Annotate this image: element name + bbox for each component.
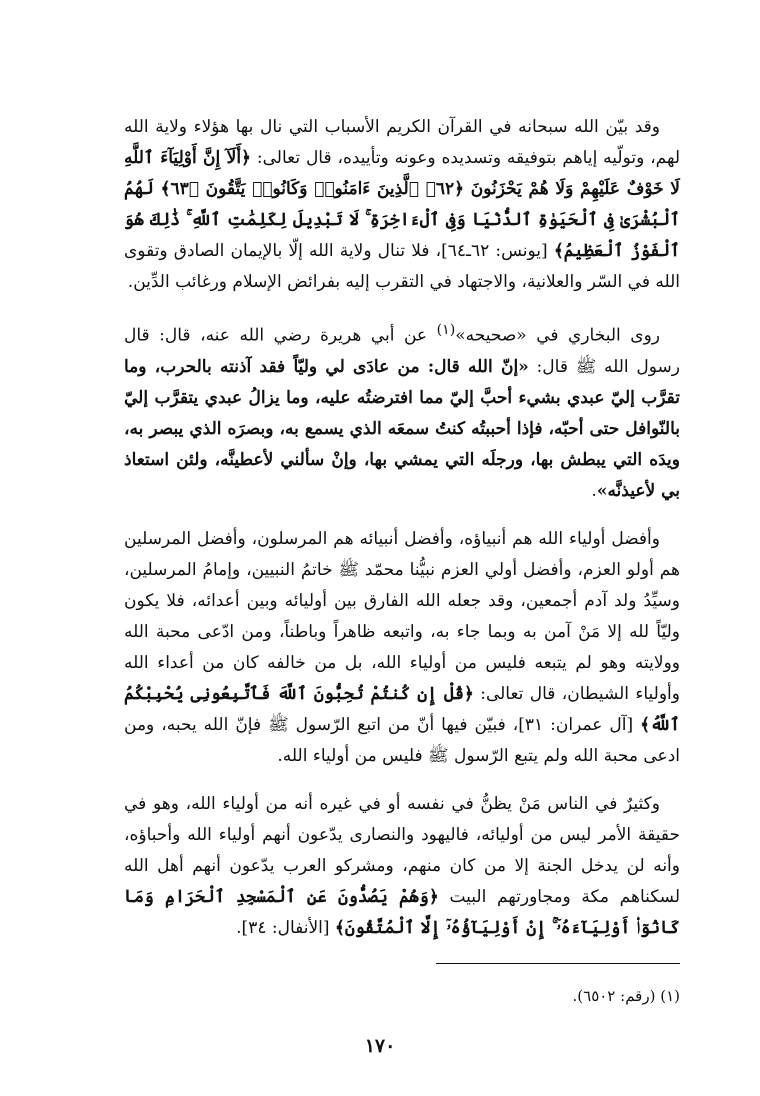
paragraph-3 bbox=[124, 524, 680, 772]
footnote-text: (١) (رقم: ٦٥٠٢). bbox=[572, 987, 680, 1005]
quran-verse: ﴿أَلَآ إِنَّ أَوْلِيَآءَ ٱللَّهِ لَا خَوْفٌ عَلَيْهِمْ وَلَا هُمْ يَحْزَنُونَ ﴿٦٢﴾ ٱلَّذِينَ ءَامَنُوا۟ وَكَانُوا۟ يَتَّقُونَ ﴿٦٣﴾ لَهُمُ ٱلْبُشْرَىٰ فِى ٱلْحَيَوٰةِ ٱلدُّنْيَا وَفِى ٱلْءَاخِرَةِ ۚ لَا تَبْدِيلَ لِكَلِمَٰتِ ٱللَّهِ ۚ ذَٰلِكَ هُوَ ٱلْفَوْزُ ٱلْعَظِيمُ﴾ bbox=[124, 148, 680, 261]
text-segment: . bbox=[591, 480, 597, 501]
paragraph-2 bbox=[124, 315, 680, 507]
quran-verse: ﴿قُلْ إِن كُنتُمْ تُحِبُّونَ ٱللَّهَ فَٱتَّبِعُونِى يُحْبِبْكُمُ ٱللَّهُ﴾ bbox=[124, 683, 680, 735]
text-segment: وكثيرٌ في الناس مَنْ يظنُّ في نفسه أو في غيره أنه من أولياء الله، وهو في حقيقة الأمر ليس من أوليائه، فاليهود والنصارى يدّعون أنهم أولياء الله وأحباؤه، وأنه لن يدخل الجنة إلا من كان منهم، ومشركو العرب يدّعون أنهم أهل الله لسكناهم مكة ومجاورتهم البيت bbox=[124, 793, 680, 907]
text-segment: وقد بيّن الله سبحانه في القرآن الكريم الأسباب التي نال بها هؤلاء ولاية الله لهم، وتولّيه إياهم بتوفيقه وتسديده وعونه وتأييده، قال تعالى: bbox=[124, 117, 681, 168]
footnote-separator bbox=[436, 963, 680, 964]
footnote-marker: (١) bbox=[436, 322, 456, 338]
page-number-value: ١٧٠ bbox=[364, 1035, 396, 1057]
paragraph-1 bbox=[124, 112, 680, 298]
text-segment: روى البخاري في «صحيحه» bbox=[455, 325, 660, 346]
hadith-quote: «إنّ الله قال: من عادَى لي وليّاً فقد آذنته بالحرب، وما تقرَّب إليّ عبدي بشيء أحبَّ إليّ مما افترضتُه عليه، وما يزالُ عبدي يتقرَّب إليّ بالنّوافل حتى أحبّه، فإذا أحببتُه كنتُ سمعَه الذي يسمع به، وبصرَه الذي يبصر به، ويدَه التي يبطش بها، ورجلَه التي يمشي بها، وإنْ سألني لأعطينَّه، ولئن استعاذ بي لأعيذنَّه» bbox=[124, 356, 680, 501]
paragraph-4 bbox=[124, 789, 680, 944]
text-segment: عن أبي هريرة رضي الله عنه، قال: قال رسول الله ﷺ قال: bbox=[124, 325, 680, 377]
text-segment: [آل عمران: ٣١]، فبيّن فيها أنّ من اتبع الرّسول ﷺ فإنّ الله يحبه، ومن ادعى محبة الله ولم يتبع الرّسول ﷺ فليس من أولياء الله. bbox=[124, 714, 680, 766]
text-segment: [الأنفال: ٣٤]. bbox=[236, 917, 335, 938]
text-segment: وأفضل أولياء الله هم أنبياؤه، وأفضل أنبيائه هم المرسلون، وأفضل المرسلين هم أولو العزم، وأفضل أولي العزم نبيُّنا محمّد ﷺ خاتمُ النبيين، وإمامُ المرسلين، وسيِّدُ ولد آدم أجمعين، وقد جعله الله الفارق بين أوليائه وبين أعدائه، فلا يكون وليّاً لله إلا مَنْ آمن به وبما جاء به، واتبعه ظاهراً وباطناً، ومن ادّعى محبة الله وولايته وهو لم يتبعه فليس من أولياء الله، بل من خالفه كان من أعداء الله وأولياء الشيطان، قال تعالى: bbox=[124, 528, 680, 704]
text-segment: [يونس: ٦٢ـ٦٤]، فلا تنال ولاية الله إلّا بالإيمان الصادق وتقوى الله في السّر والعلانية، والاجتهاد في التقرب إليه بفرائض الإسلام ورغائب الدِّين. bbox=[124, 241, 680, 292]
page-number bbox=[0, 1035, 760, 1057]
footnote bbox=[124, 985, 680, 1007]
page-body bbox=[124, 112, 680, 944]
quran-verse: ﴿وَهُمْ يَصُدُّونَ عَنِ ٱلْمَسْجِدِ ٱلْحَرَامِ وَمَا كَانُوٓا۟ أَوْلِيَآءَهُۥٓ ۚ إِنْ أَوْلِيَآؤُهُۥٓ إِلَّا ٱلْمُتَّقُونَ﴾ bbox=[124, 886, 680, 938]
